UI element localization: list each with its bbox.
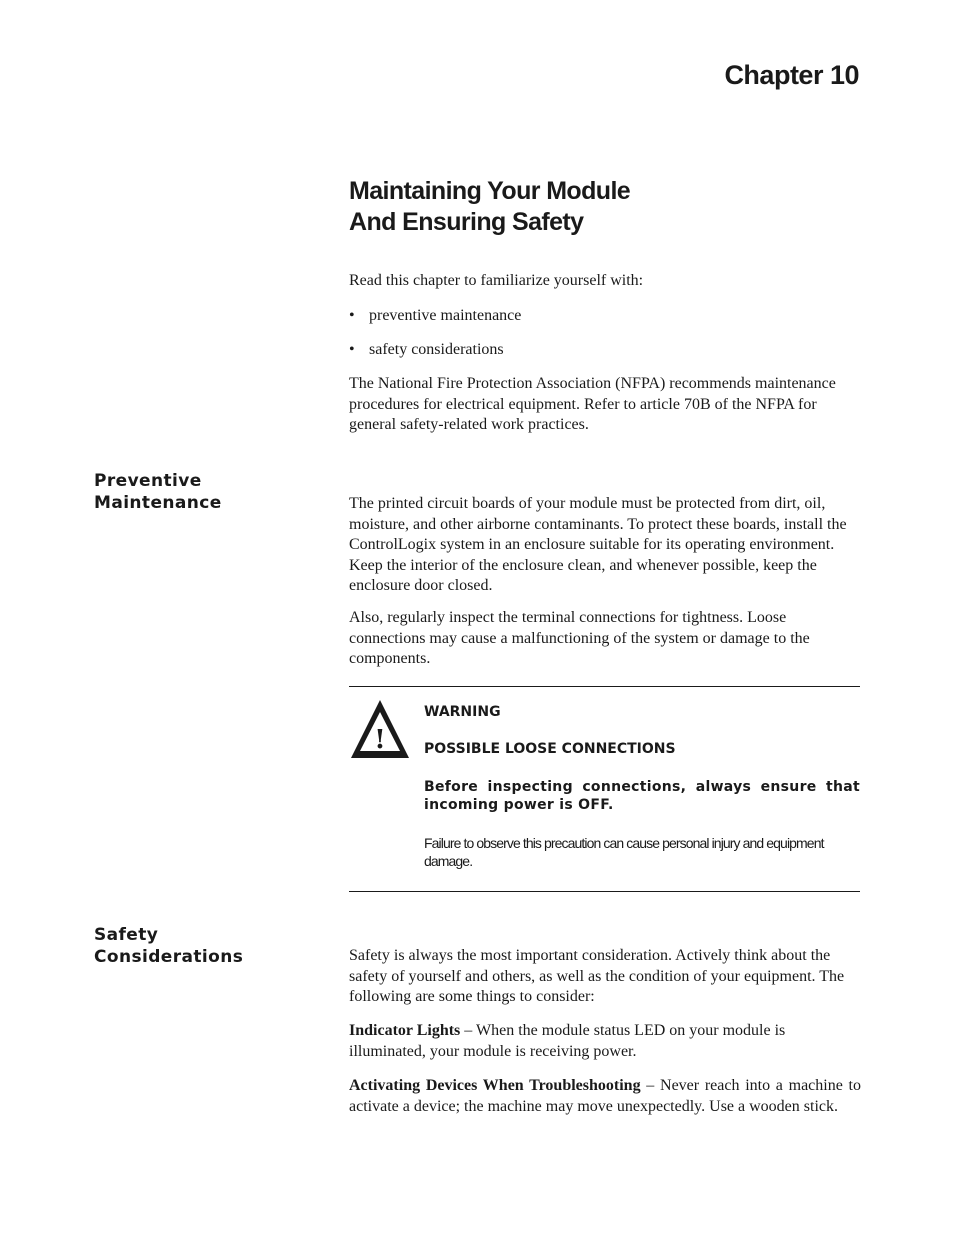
paragraph-text: Safety is always the most important consideration. Actively think about the safety of yourself and others, as well as the condition of your equipment. The following are some things to consider:: [349, 947, 845, 1005]
item-body-text: – Never reach into a machine to activate a device; the machine may move unexpectedly. Use a wooden stick.: [349, 1077, 862, 1115]
safety-considerations-paragraph: [349, 946, 861, 1008]
item-paragraph: [349, 1021, 861, 1062]
intro-paragraph: [349, 271, 861, 292]
item-lead-text: Indicator Lights: [349, 1022, 461, 1039]
warning-bottom-divider: [349, 891, 860, 892]
chapter-title-line-2: And Ensuring Safety: [349, 208, 584, 236]
nfpa-text: The National Fire Protection Association (NFPA) recommends maintenance procedures for electrical equipment. Refer to article 70B of the NFPA for general safety-related work practices.: [349, 375, 836, 433]
item-body-text: – When the module status LED on your module is illuminated, your module is receiving power.: [349, 1022, 786, 1060]
item-lead-text: Activating Devices When Troubleshooting: [349, 1077, 641, 1094]
chapter-title-line-1: Maintaining Your Module: [349, 177, 631, 205]
bullet-text-preventive-maintenance: preventive maintenance: [369, 307, 522, 324]
bullet-glyph: •: [349, 307, 355, 324]
intro-bullet-item: [349, 340, 504, 360]
intro-lead-text: Read this chapter to familiarize yourself with:: [349, 272, 644, 289]
preventive-maintenance-paragraph-1: [349, 494, 861, 597]
nfpa-paragraph: [349, 374, 861, 436]
warning-exclamation-glyph: !: [374, 725, 386, 755]
warning-label: WARNING: [424, 704, 501, 720]
warning-body: Before inspecting connections, always ensure that incoming power is OFF.: [424, 779, 860, 813]
warning-top-divider: [349, 686, 860, 687]
paragraph-text: Also, regularly inspect the terminal connections for tightness. Loose connections may cause a malfunctioning of the system or damage to the components.: [349, 609, 810, 667]
item-paragraph: [349, 1076, 861, 1117]
heading-line: Safety: [94, 925, 159, 945]
warning-triangle-icon: [349, 698, 411, 760]
warning-note: Failure to observe this precaution can cause personal injury and equipment damage.: [424, 835, 824, 869]
bullet-glyph: •: [349, 341, 355, 358]
preventive-maintenance-paragraph-2: [349, 608, 861, 670]
heading-line: Considerations: [94, 946, 244, 967]
paragraph-text: The printed circuit boards of your module must be protected from dirt, oil, moisture, and other airborne contaminants. To protect these boards, install the ControlLogix system in an enclosure suitable for its operating environment. Keep the interior of the enclosure clean, and whenever possible, keep the enclosure door closed.: [349, 495, 847, 594]
activating-devices-item: [349, 1076, 861, 1117]
warning-title: POSSIBLE LOOSE CONNECTIONS: [424, 741, 676, 757]
safety-considerations-heading: [94, 925, 314, 968]
preventive-maintenance-heading: [94, 471, 314, 514]
heading-line: Preventive: [94, 471, 202, 491]
chapter-label: Chapter 10: [724, 60, 859, 90]
bullet-text-safety-considerations: safety considerations: [369, 341, 504, 358]
indicator-lights-item: [349, 1021, 861, 1062]
heading-line: Maintenance: [94, 492, 222, 513]
intro-bullet-item: [349, 306, 521, 326]
chapter-title: [349, 176, 829, 238]
